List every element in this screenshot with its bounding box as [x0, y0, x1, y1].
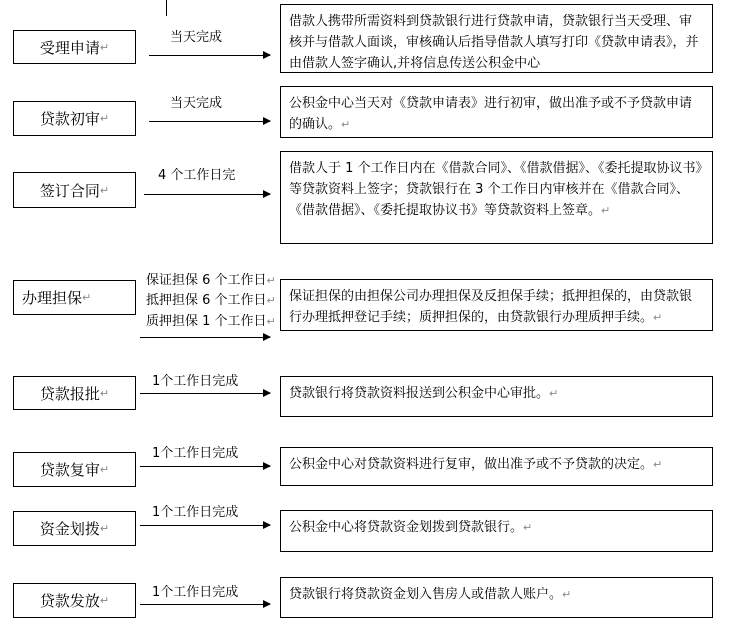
step-description: 公积金中心当天对《贷款申请表》进行初审，做出准予或不予贷款申请的确认。	[289, 96, 693, 132]
step-box-final-review: 贷款复审 ↵	[13, 452, 136, 487]
step-description: 借款人于 1 个工作日内在《借款合同》、《借款借据》、《委托提取协议书》等贷款资料上签字；贷款银行在 3 个工作日内审核并在《借款合同》、《借款借据》、《委托提取协议书》等贷款资料上签章。	[289, 161, 703, 218]
step-box-loan-disbursement: 贷款发放 ↵	[13, 583, 136, 618]
step-box-fund-transfer: 资金划拨 ↵	[13, 511, 136, 546]
step-description-box: 借款人于 1 个工作日内在《借款合同》、《借款借据》、《委托提取协议书》等贷款资料上签字；贷款银行在 3 个工作日内审核并在《借款合同》、《借款借据》、《委托提取协议书》等贷款资料上签章。↵	[280, 151, 713, 244]
step-arrow	[149, 55, 270, 56]
step-box-preliminary-review: 贷款初审 ↵	[13, 101, 136, 136]
step-arrow	[149, 121, 270, 122]
step-arrow	[140, 604, 270, 605]
step-box-accept-application: 受理申请 ↵	[13, 30, 136, 64]
step-description: 贷款银行将贷款资金划入售房人或借款人账户。	[289, 587, 563, 602]
step-label: 签订合同	[39, 181, 100, 200]
step-description-box: 保证担保的由担保公司办理担保及反担保手续；抵押担保的，由贷款银行办理抵押登记手续；质押担保的，由贷款银行办理质押手续。↵	[280, 279, 713, 331]
step-duration-label-pledge: 质押担保 1 个工作日↵	[146, 314, 276, 329]
step-label: 贷款报批	[39, 384, 100, 403]
step-duration-label: 1个工作日完成	[152, 374, 239, 389]
step-arrow	[140, 337, 270, 338]
step-arrow	[140, 525, 270, 526]
step-duration-label: 1个工作日完成	[152, 505, 239, 520]
step-description: 保证担保的由担保公司办理担保及反担保手续；抵押担保的，由贷款银行办理抵押登记手续；质押担保的，由贷款银行办理质押手续。	[289, 289, 693, 325]
step-description: 借款人携带所需资料到贷款银行进行贷款申请，贷款银行当天受理、审核并与借款人面谈，审核确认后指导借款人填写打印《贷款申请表》，并由借款人签字确认,并将信息传送公积金中心	[289, 14, 699, 71]
step-label: 办理担保	[22, 289, 83, 307]
step-duration-label-mortgage: 抵押担保 6 个工作日↵	[146, 293, 276, 308]
step-duration-label: 当天完成	[170, 30, 223, 45]
step-label: 受理申请	[39, 38, 100, 57]
step-duration-label-surety: 保证担保 6 个工作日↵	[146, 273, 276, 288]
step-description-box: 贷款银行将贷款资金划入售房人或借款人账户。↵	[280, 577, 713, 618]
step-description-box: 贷款银行将贷款资料报送到公积金中心审批。↵	[280, 376, 713, 417]
step-duration-label: 当天完成	[170, 96, 223, 111]
step-box-guarantee: 办理担保 ↵	[13, 280, 136, 315]
step-label: 资金划拨	[39, 520, 100, 538]
step-description: 公积金中心对贷款资料进行复审，做出准予或不予贷款的决定。	[289, 457, 654, 472]
step-arrow	[140, 393, 270, 394]
step-description: 贷款银行将贷款资料报送到公积金中心审批。	[289, 386, 550, 401]
step-arrow	[144, 194, 270, 195]
step-description-box: 公积金中心将贷款资金划拨到贷款银行。↵	[280, 510, 713, 552]
step-label: 贷款复审	[39, 461, 100, 479]
step-description-box	[280, 4, 713, 73]
step-description: 公积金中心将贷款资金划拨到贷款银行。	[289, 520, 524, 535]
step-duration-label: 4 个工作日完	[158, 168, 236, 183]
step-label: 贷款初审	[39, 110, 100, 128]
step-box-submit-approval: 贷款报批 ↵	[13, 376, 136, 410]
top-connector-line	[166, 0, 167, 16]
step-arrow	[140, 466, 270, 467]
step-label: 贷款发放	[39, 592, 100, 610]
step-description-box: 公积金中心当天对《贷款申请表》进行初审，做出准予或不予贷款申请的确认。↵	[280, 86, 713, 138]
step-duration-label: 1个工作日完成	[152, 585, 239, 600]
step-box-sign-contract: 签订合同 ↵	[13, 172, 136, 208]
step-description-box: 公积金中心对贷款资料进行复审，做出准予或不予贷款的决定。↵	[280, 447, 713, 486]
step-duration-label: 1个工作日完成	[152, 446, 239, 461]
